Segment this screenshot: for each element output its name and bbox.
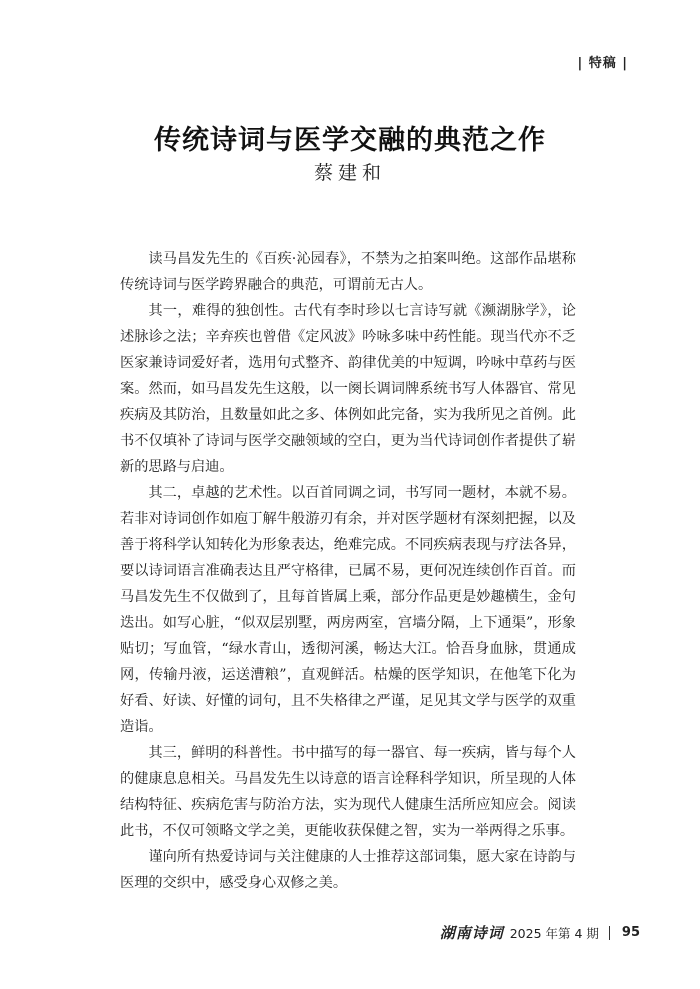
paragraph: 读马昌发先生的《百疾·沁园春》，不禁为之拍案叫绝。这部作品堪称传统诗词与医学跨界融合的典范，可谓前无古人。 (120, 251, 576, 293)
paragraph: 其二，卓越的艺术性。以百首同调之词，书写同一题材，本就不易。若非对诗词创作如庖丁解牛般游刃有余，并对医学题材有深刻把握，以及善于将科学认知转化为形象表达，绝难完成。不同疾病表现与疗法各异，要以诗词语言准确表达且严守格律，已属不易，更何况连续创作百首。而马昌发先生不仅做到了，且每首皆属上乘，部分作品更是妙趣横生，金句迭出。如写心脏，“似双层别墅，两房两室，宫墙分隔，上下通渠”，形象贴切；写血管，“绿水青山，透彻河溪，畅达大江。恰吾身血脉，贯通成网，传输丹液，运送漕粮”，直观鲜活。枯燥的医学知识，在他笔下化为好看、好读、好懂的词句，且不失格律之严谨，足见其文学与医学的双重造诣。 (120, 485, 576, 735)
section-tag: | 特稿 | (577, 56, 628, 71)
article-body (120, 246, 576, 896)
paragraph: 其一，难得的独创性。古代有李时珍以七言诗写就《濒湖脉学》，论述脉诊之法；辛弃疾也曾借《定风波》吟咏多味中药性能。现当代亦不乏医家兼诗词爱好者，选用句式整齐、韵律优美的中短调，吟咏中草药与医案。然而，如马昌发先生这般，以一阕长调词牌系统书写人体器官、常见疾病及其防治，且数量如此之多、体例如此完备，实为我所见之首例。此书不仅填补了诗词与医学交融领域的空白，更为当代诗词创作者提供了崭新的思路与启迪。 (120, 303, 576, 475)
page-number: 95 (621, 925, 640, 940)
article-title: 传统诗词与医学交融的典范之作 (154, 125, 546, 156)
journal-logo: 湖南诗词 (439, 924, 504, 942)
issue-label: 2025 年第 4 期 (509, 925, 599, 941)
footer-divider (609, 926, 610, 940)
page-footer (440, 922, 640, 943)
paragraph: 谨向所有热爱诗词与关注健康的人士推荐这部词集，愿大家在诗韵与医理的交织中，感受身心双修之美。 (120, 849, 576, 891)
paragraph: 其三，鲜明的科普性。书中描写的每一器官、每一疾病，皆与每个人的健康息息相关。马昌发先生以诗意的语言诠释科学知识，所呈现的人体结构特征、疾病危害与防治方法，实为现代人健康生活所应知应会。阅读此书，不仅可领略文学之美，更能收获保健之智，实为一举两得之乐事。 (120, 745, 576, 839)
article-author: 蔡建和 (313, 162, 386, 184)
